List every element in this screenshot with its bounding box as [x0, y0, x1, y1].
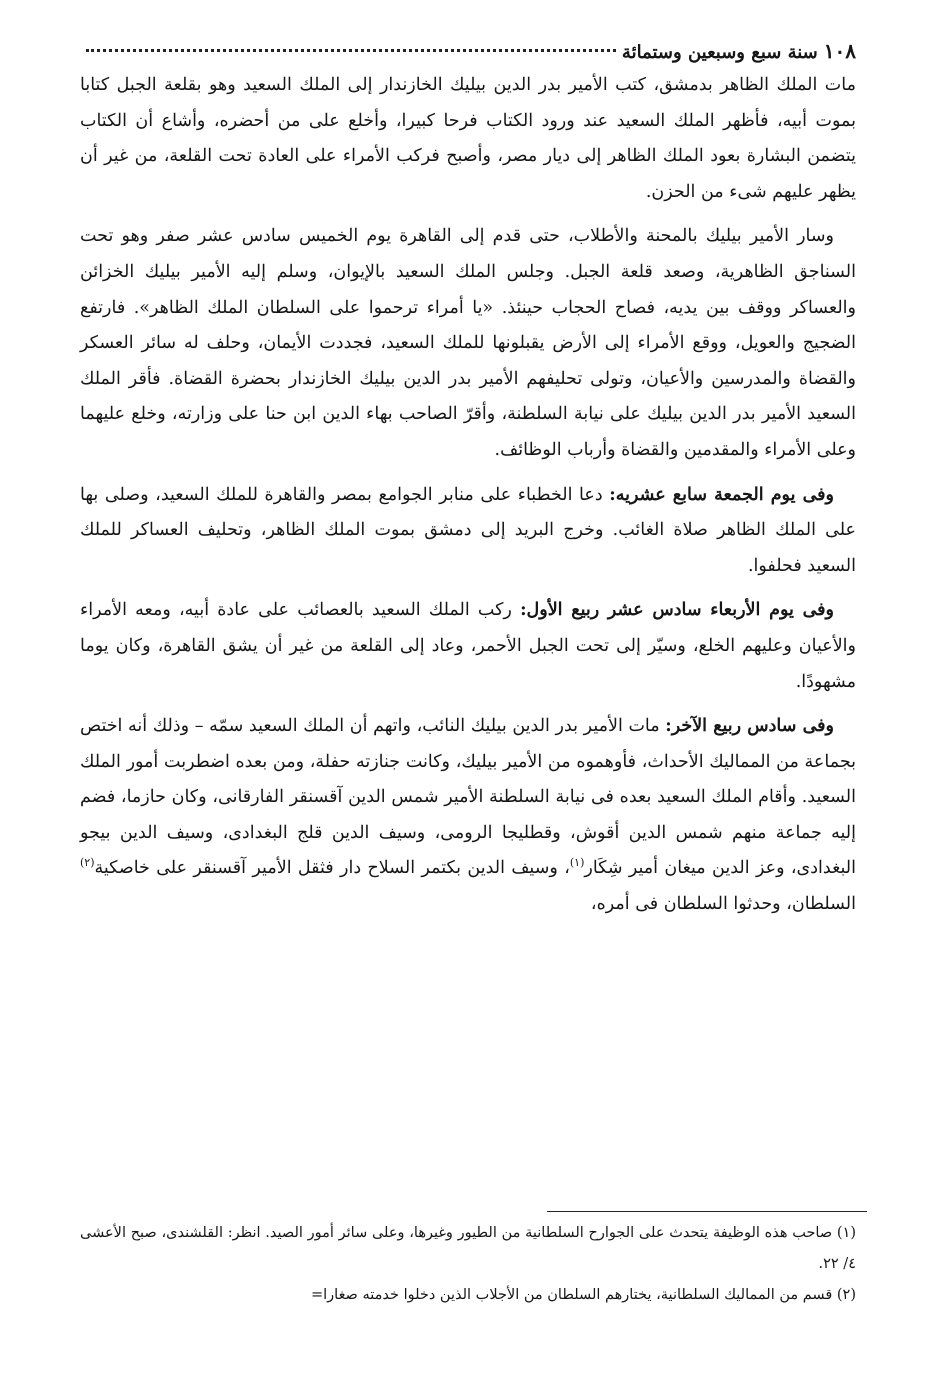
footnote: (١) صاحب هذه الوظيفة يتحدث على الجوارح السلطانية من الطيور وغيرها، وعلى سائر أمور الصيد. انظر: القلشندى، صبح الأعشى ٤/ ٢٢. [80, 1225, 856, 1272]
paragraph [80, 478, 856, 585]
page-number: ١٠٨ [823, 39, 856, 63]
footnote-divider [547, 1211, 867, 1212]
footnote: (٢) قسم من المماليك السلطانية، يختارهم السلطان من الأجلاب الذين دخلوا خدمته صغارا= [310, 1287, 856, 1303]
paragraph [80, 709, 856, 923]
page-header [80, 34, 856, 68]
paragraph [80, 68, 856, 210]
footnote-marker: (١) [569, 856, 585, 870]
paragraph [80, 219, 856, 468]
running-title: سنة سبع وسبعين وستمائة [621, 42, 818, 63]
dotted-leader [86, 49, 616, 52]
paragraph-lead: وفى يوم الأربعاء سادس عشر ربيع الأول: [520, 600, 834, 621]
footnote-marker: (٢) [80, 856, 95, 870]
paragraph-text: مات الملك الظاهر بدمشق، كتب الأمير بدر الدين بيليك الخازندار إلى الملك السعيد وهو بقلعة الجبل كتابا بموت أبيه، فأظهر الملك السعيد عند ورود الكتاب فرحا كبيرا، وأخلع على من أحضره، وأشاع أن الكتاب يتضمن البشارة بعود الملك الظاهر إلى ديار مصر، وأصبح فركب الأمراء على العادة تحت القلعة، من غير أن يظهر عليهم شىء من الحزن. [80, 75, 856, 202]
paragraph-text: دعا الخطباء على منابر الجوامع بمصر والقاهرة للملك السعيد، وصلى بها على الملك الظاهر صلاة الغائب. وخرج البريد إلى دمشق بموت الملك الظاهر، وتحليف العساكر للملك السعيد فحلفوا. [80, 484, 856, 576]
main-text [80, 68, 856, 923]
paragraph-lead: وفى يوم الجمعة سابع عشريه: [609, 484, 834, 505]
paragraph [80, 593, 856, 700]
paragraph-text: السلطان، وحدثوا السلطان فى أمره، [590, 894, 856, 915]
paragraph-lead: وفى سادس ربيع الآخر: [665, 716, 834, 737]
footnotes [80, 1218, 856, 1311]
paragraph-text: وسار الأمير بيليك بالمحنة والأطلاب، حتى قدم إلى القاهرة يوم الخميس سادس عشر صفر وهو تحت السناجق الظاهرية، وصعد قلعة الجبل. وجلس الملك السعيد بالإيوان، وسلم إليه الأمير بيليك الخزائن والعساكر ووقف بين يديه، فصاح الحجاب حينئذ. «يا أمراء ترحموا على السلطان الملك الظاهر». فارتفع الضجيج والعويل، ووقع الأمراء إلى الأرض يقبلونها للملك السعيد، فجددت الأيمان، وحلف له سائر العسكر والقضاة والمدرسين والأعيان، وتولى تحليفهم الأمير بدر الدين بيليك الخازندار بحضرة القضاة. فأقر الملك السعيد الأمير بدر الدين بيليك على نيابة السلطنة، وأقرّ الصاحب بهاء الدين ابن حنا على وزارته، وخلع عليهما وعلى الأمراء والمقدمين والقضاة وأرباب الوظائف. [80, 226, 856, 460]
paragraph-text: ركب الملك السعيد بالعصائب على عادة أبيه، ومعه الأمراء والأعيان وعليهم الخلع، وسيّر إلى تحت الجبل الأحمر، وعاد إلى القلعة من غير أن يشق القاهرة، وكان يوما مشهودًا. [80, 600, 856, 692]
book-page [80, 34, 856, 923]
paragraph-text: ، وسيف الدين بكتمر السلاح دار فثقل الأمير آقسنقر على خاصكية [94, 858, 570, 879]
paragraph-text: مات الأمير بدر الدين بيليك النائب، واتهم أن الملك السعيد سمّه – وذلك أنه اختص بجماعة من المماليك الأحداث، فأوهموه من الأمير بيليك، وكانت جنازته حفلة، ومن بعده اضطربت أمور الملك السعيد. وأقام الملك السعيد بعده فى نيابة السلطنة الأمير شمس الدين آقسنقر الفارقانى، وكان حازما، فضم إليه جماعة منهم شمس الدين أقوش، وقطليجا الرومى، وسيف الدين قلج البغدادى، وسيف الدين بيجو البغدادى، وعز الدين ميغان أمير شِكَار [80, 716, 856, 879]
